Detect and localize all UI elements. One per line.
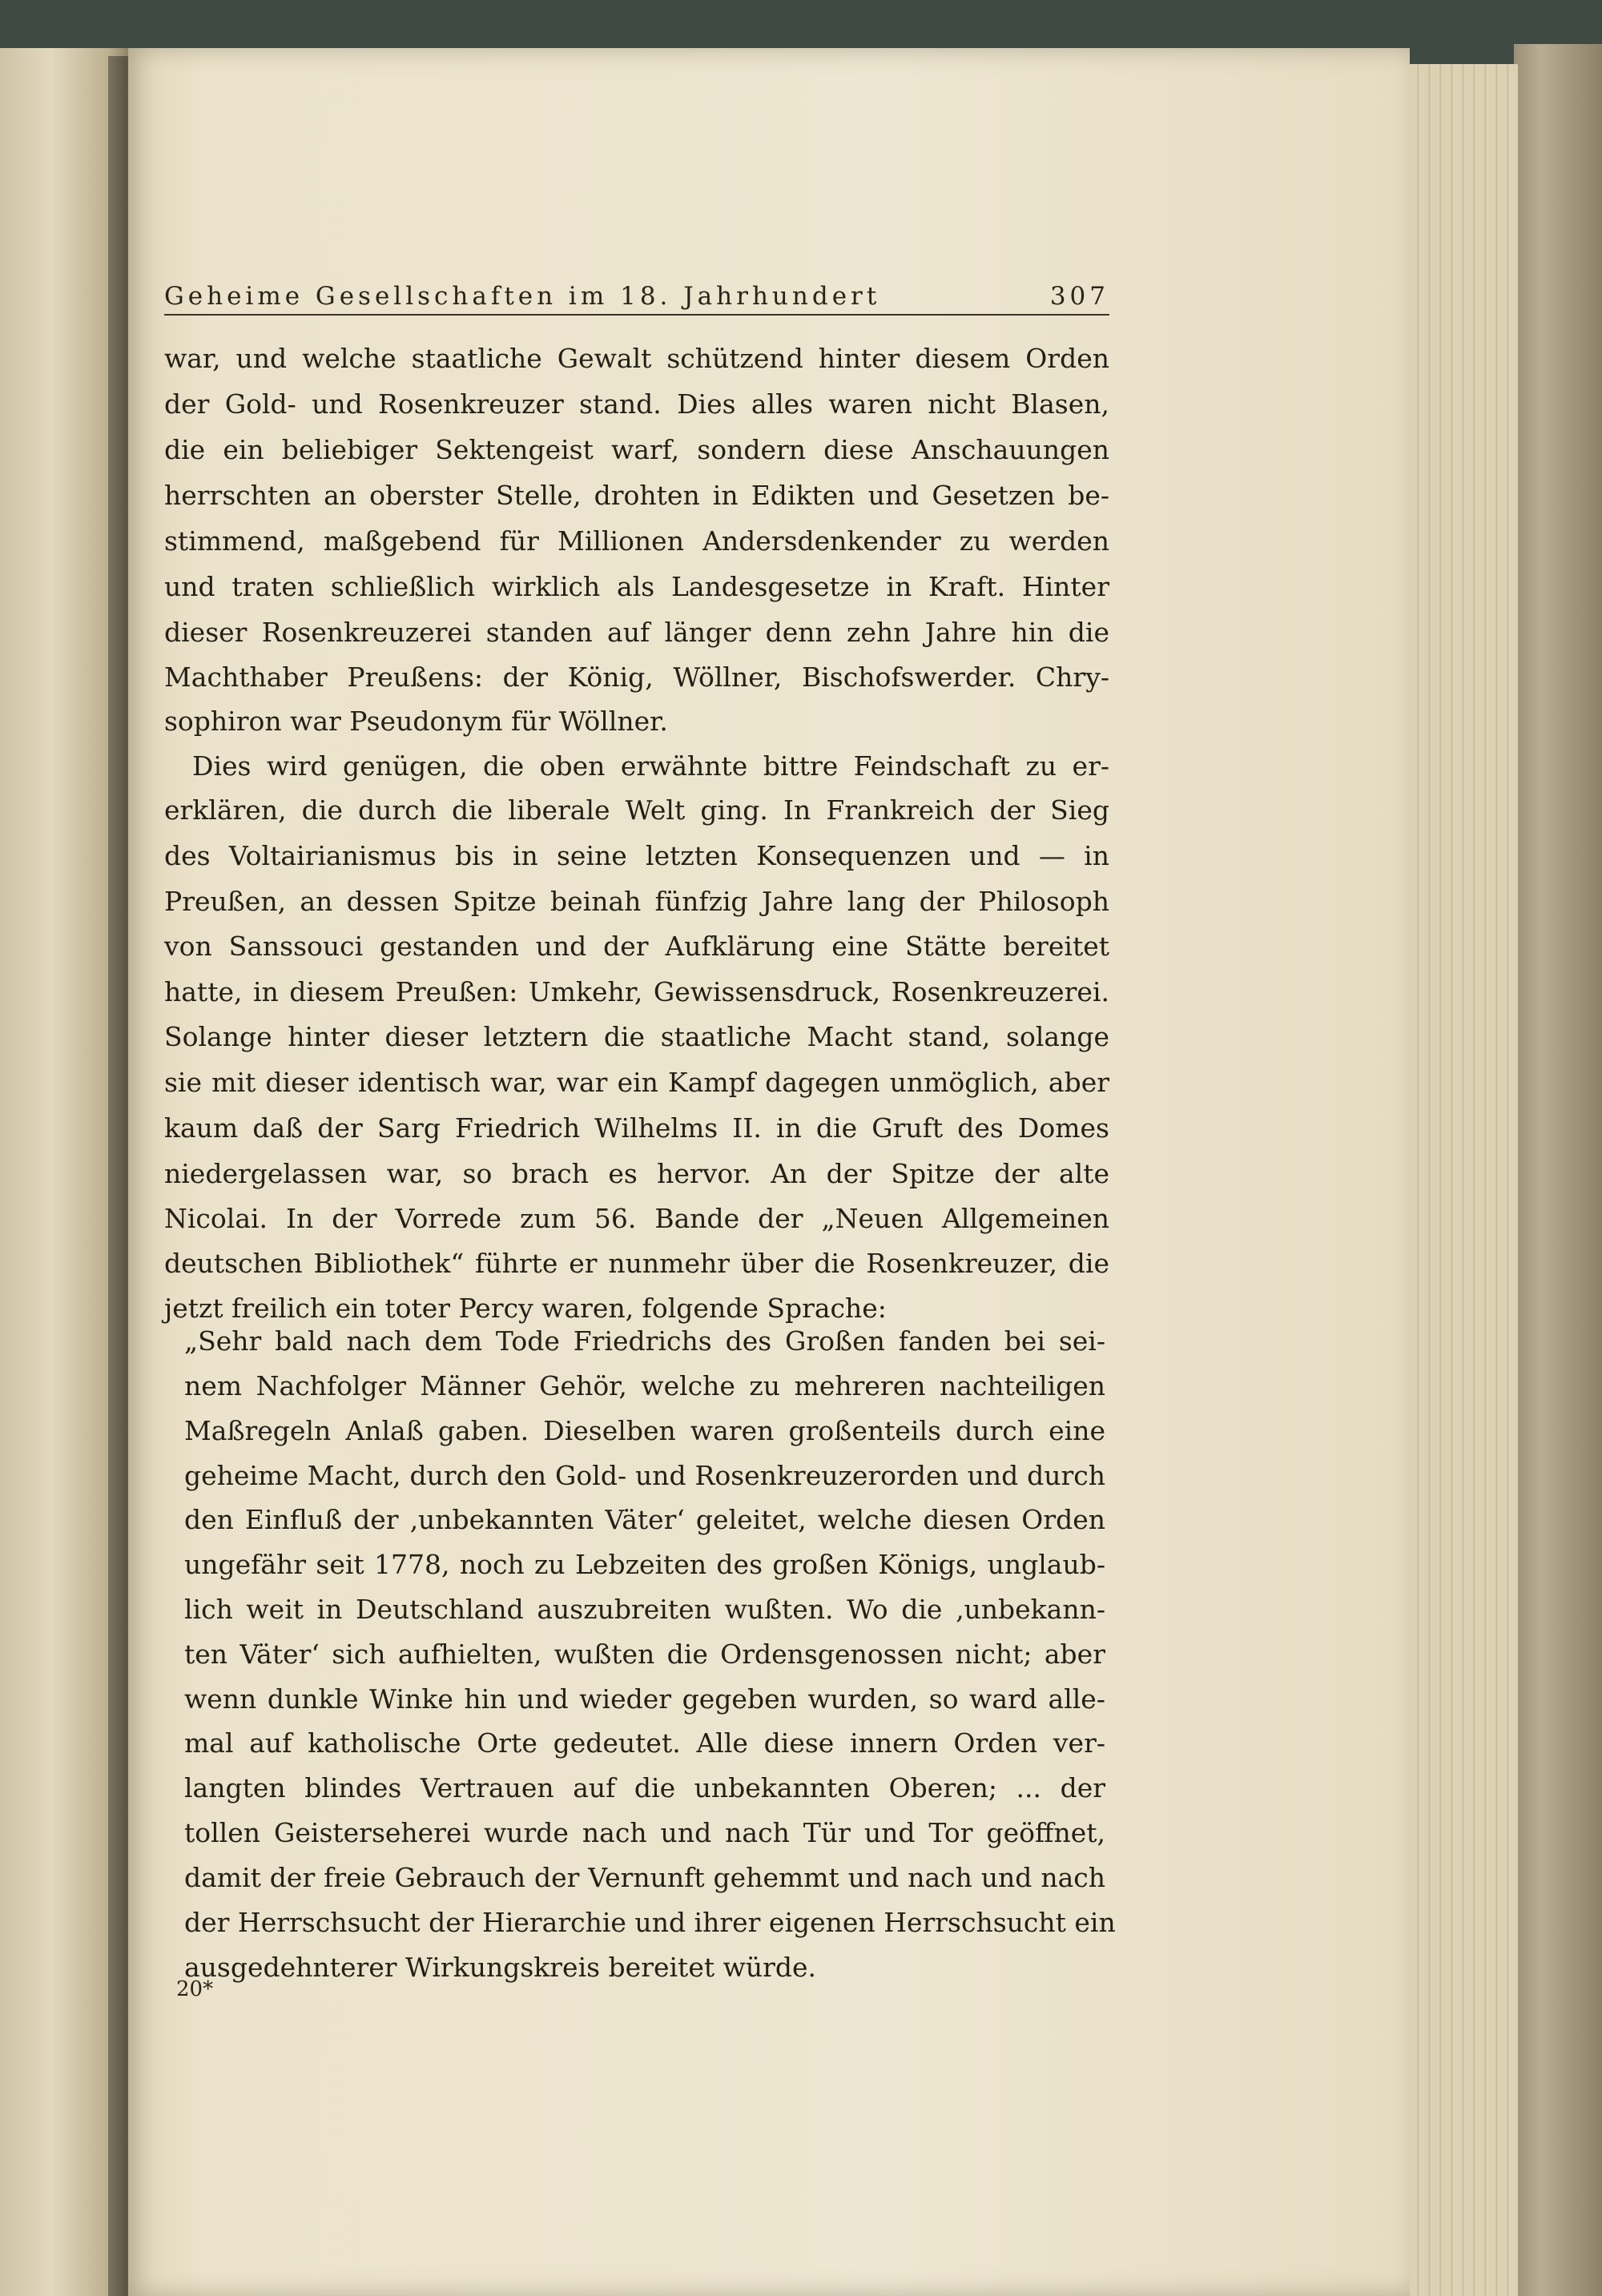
text-line: die ein beliebiger Sektengeist warf, sondern diese Anschauungen <box>164 434 1109 465</box>
text-line: deutschen Bibliothek“ führte er nunmehr über die Rosenkreuzer, die <box>164 1248 1109 1279</box>
text-line: und traten schließlich wirklich als Landesgesetze in Kraft. Hinter <box>164 571 1109 602</box>
quote-line: Maßregeln Anlaß gaben. Dieselben waren großenteils durch eine <box>184 1415 1105 1446</box>
text-line: stimmend, maßgebend für Millionen Andersdenkender zu werden <box>164 525 1109 557</box>
page-stack-edge <box>1398 64 1518 2296</box>
text-line: jetzt freilich ein toter Percy waren, folgende Sprache: <box>164 1293 887 1324</box>
quote-line: damit der freie Gebrauch der Vernunft gehemmt und nach und nach <box>184 1862 1105 1893</box>
quote-line: tollen Geisterseherei wurde nach und nach Tür und Tor geöffnet, <box>184 1817 1105 1848</box>
quote-line: mal auf katholische Orte gedeutet. Alle diese innern Orden ver- <box>184 1727 1105 1759</box>
quote-line: langten blindes Vertrauen auf die unbekannten Oberen; ... der <box>184 1772 1105 1803</box>
quote-line: ten Väter‘ sich aufhielten, wußten die Ordensgenossen nicht; aber <box>184 1639 1105 1670</box>
quote-line: der Herrschsucht der Hierarchie und ihrer eigenen Herrschsucht ein <box>184 1907 1116 1938</box>
quote-line: lich weit in Deutschland auszubreiten wußten. Wo die ‚unbekann- <box>184 1594 1105 1625</box>
text-line: erklären, die durch die liberale Welt ging. In Frankreich der Sieg <box>164 794 1109 826</box>
quote-line: den Einfluß der ‚unbekannten Väter‘ geleitet, welche diesen Orden <box>184 1504 1105 1535</box>
text-line: sophiron war Pseudonym für Wöllner. <box>164 706 668 737</box>
quote-line: ausgedehnterer Wirkungskreis bereitet würde. <box>184 1952 817 1983</box>
text-line: sie mit dieser identisch war, war ein Kampf dagegen unmöglich, aber <box>164 1067 1109 1098</box>
text-line: Preußen, an dessen Spitze beinah fünfzig Jahre lang der Philosoph <box>164 886 1109 917</box>
quote-line: nem Nachfolger Männer Gehör, welche zu mehreren nachteiligen <box>184 1370 1105 1401</box>
text-line: niedergelassen war, so brach es hervor. An der Spitze der alte <box>164 1158 1109 1189</box>
text-line: Nicolai. In der Vorrede zum 56. Bande der „Neuen Allgemeinen <box>164 1203 1109 1234</box>
quote-line: „Sehr bald nach dem Tode Friedrichs des Großen fanden bei sei- <box>184 1325 1105 1357</box>
text-line: hatte, in diesem Preußen: Umkehr, Gewissensdruck, Rosenkreuzerei. <box>164 976 1109 1007</box>
text-line: kaum daß der Sarg Friedrich Wilhelms II. in die Gruft des Domes <box>164 1112 1109 1144</box>
text-line: der Gold- und Rosenkreuzer stand. Dies alles waren nicht Blasen, <box>164 388 1109 420</box>
quote-line: ungefähr seit 1778, noch zu Lebzeiten des großen Königs, unglaub- <box>184 1549 1105 1580</box>
text-line: Machthaber Preußens: der König, Wöllner, Bischofswerder. Chry- <box>164 661 1109 693</box>
book-cover-edge <box>1514 44 1602 2296</box>
text-line: von Sanssouci gestanden und der Aufklärung eine Stätte bereitet <box>164 931 1109 962</box>
text-line: Dies wird genügen, die oben erwähnte bittre Feindschaft zu er- <box>192 750 1109 782</box>
text-line: herrschten an oberster Stelle, drohten in Edikten und Gesetzen be- <box>164 480 1109 511</box>
signature-mark: 20* <box>176 1977 214 2001</box>
header-rule <box>164 314 1109 316</box>
text-line: dieser Rosenkreuzerei standen auf länger denn zehn Jahre hin die <box>164 617 1109 648</box>
text-line: war, und welche staatliche Gewalt schützend hinter diesem Orden <box>164 343 1109 374</box>
running-title: Geheime Gesellschaften im 18. Jahrhundert <box>164 282 881 311</box>
text-line: Solange hinter dieser letztern die staatliche Macht stand, solange <box>164 1021 1109 1052</box>
quote-line: geheime Macht, durch den Gold- und Rosenkreuzerorden und durch <box>184 1460 1105 1491</box>
page-number: 307 <box>1049 282 1109 311</box>
running-header <box>164 271 1109 311</box>
text-line: des Voltairianismus bis in seine letzten Konsequenzen und — in <box>164 840 1109 871</box>
quote-line: wenn dunkle Winke hin und wieder gegeben wurden, so ward alle- <box>184 1683 1105 1715</box>
